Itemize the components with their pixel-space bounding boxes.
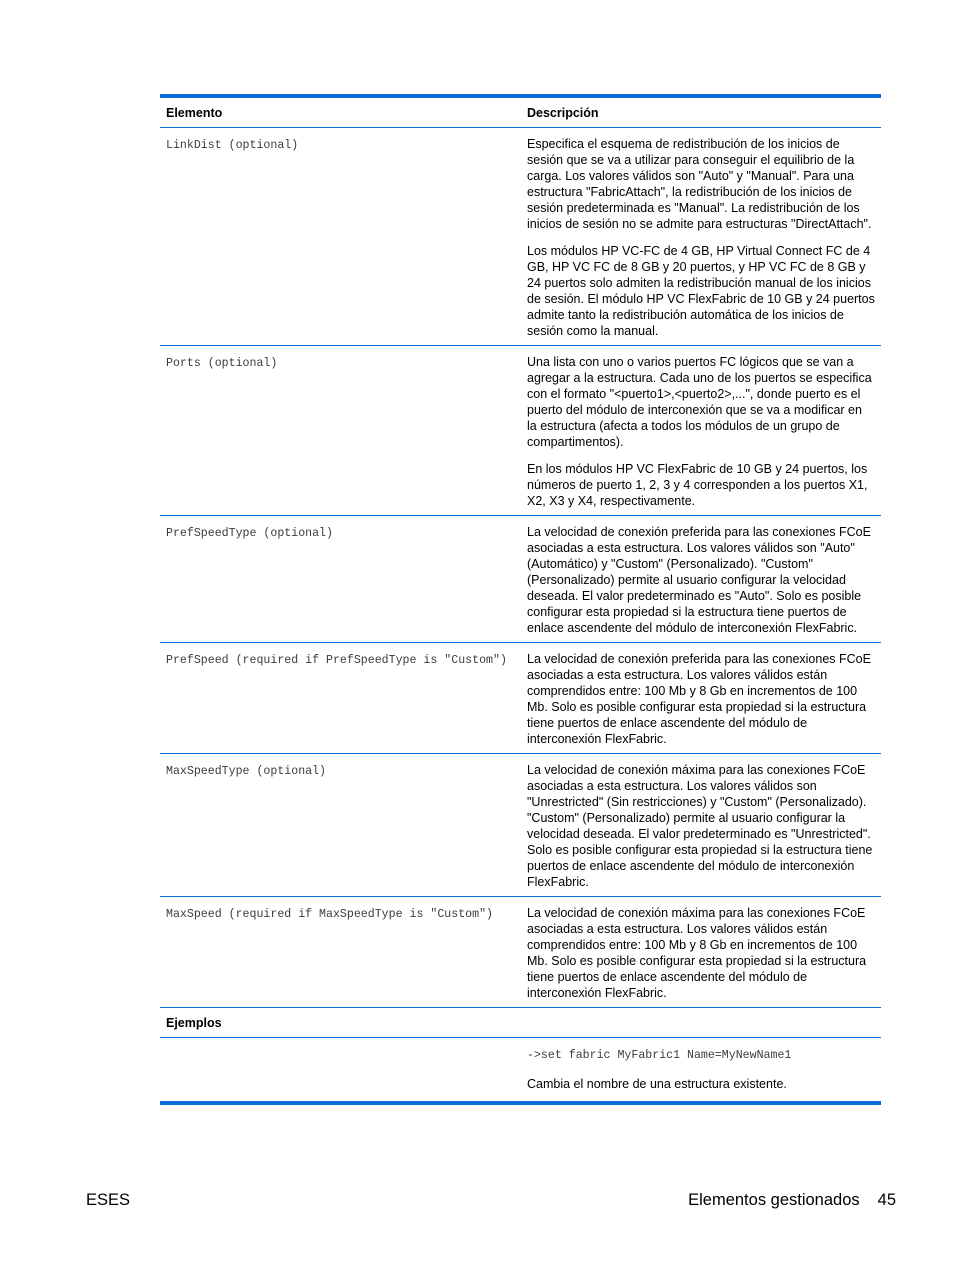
example-command: ->set fabric MyFabric1 Name=MyNewName1: [527, 1049, 792, 1062]
element-description: [521, 346, 881, 516]
description-paragraph: La velocidad de conexión preferida para las conexiones FCoE asociadas a esta estructura. Los valores válidos están comprendidos entre: 100 Mb y 8 Gb en incrementos de 100 Mb. Solo es posible configurar esta propiedad si la estructura tiene puertos de enlace ascendente del módulo de interconexión FlexFabric.: [527, 652, 871, 746]
element-name: Ports (optional): [160, 346, 521, 516]
header-descripcion: Descripción: [521, 96, 881, 128]
element-name: MaxSpeed (required if MaxSpeedType is "Custom"): [160, 897, 521, 1008]
table-row: [160, 128, 881, 346]
examples-heading: Ejemplos: [160, 1008, 521, 1038]
description-paragraph: La velocidad de conexión preferida para las conexiones FCoE asociadas a esta estructura. Los valores válidos son "Auto" (Automático) y "Custom" (Personalizado). "Custom" (Personalizado) permite al usuario configurar la velocidad deseada. El valor predeterminado es "Auto". Solo es posible configurar esta propiedad si la estructura tiene puertos de enlace ascendente del módulo de interconexión FlexFabric.: [527, 525, 871, 635]
table-header-row: [160, 96, 881, 128]
element-description: [521, 897, 881, 1008]
element-description: [521, 516, 881, 643]
table-row: [160, 897, 881, 1008]
element-description: [521, 643, 881, 754]
footer-section: [688, 1191, 896, 1210]
description-paragraph: En los módulos HP VC FlexFabric de 10 GB y 24 puertos, los números de puerto 1, 2, 3 y 4 corresponden a los puertos X1, X2, X3 y X4, respectivamente.: [527, 462, 868, 508]
element-name: LinkDist (optional): [160, 128, 521, 346]
description-paragraph: Especifica el esquema de redistribución de los inicios de sesión que se va a utilizar para conseguir el equilibrio de la carga. Los valores válidos son "Auto" y "Manual". Para una estructura "FabricAttach", la redistribución de los inicios de sesión predeterminada es "Manual". La redistribución de los inicios de sesión no se admite para estructuras "DirectAttach".: [527, 137, 872, 231]
description-paragraph: La velocidad de conexión máxima para las conexiones FCoE asociadas a esta estructura. Los valores válidos están comprendidos entre: 100 Mb y 8 Gb en incrementos de 100 Mb. Solo es posible configurar esta propiedad si la estructura tiene puertos de enlace ascendente del módulo de interconexión FlexFabric.: [527, 906, 867, 1000]
example-content: [521, 1038, 881, 1104]
table-row: [160, 346, 881, 516]
reference-table-container: [160, 94, 881, 1105]
example-row: [160, 1038, 881, 1104]
element-description: [521, 128, 881, 346]
element-name: PrefSpeedType (optional): [160, 516, 521, 643]
element-description: [521, 754, 881, 897]
examples-heading-empty-cell: [521, 1008, 881, 1038]
description-paragraph: Una lista con uno o varios puertos FC lógicos que se van a agregar a la estructura. Cada uno de los puertos se especifica con el formato "<puerto1>,<puerto2>,...", donde puerto es el puerto del módulo de interconexión que se va a modificar en la estructura (afecta a todos los módulos de un grupo de compartimentos).: [527, 355, 872, 449]
header-elemento: Elemento: [160, 96, 521, 128]
element-name: MaxSpeedType (optional): [160, 754, 521, 897]
table-row: [160, 516, 881, 643]
footer-section-title: Elementos gestionados: [688, 1191, 860, 1209]
page-number: 45: [877, 1191, 896, 1209]
table-row: [160, 643, 881, 754]
description-paragraph: La velocidad de conexión máxima para las conexiones FCoE asociadas a esta estructura. Los valores válidos son "Unrestricted" (Sin restricciones) y "Custom" (Personalizado). "Custom" (Personalizado) permite al usuario configurar la velocidad deseada. El valor predeterminado es "Unrestricted". Solo es posible configurar esta propiedad si la estructura tiene puertos de enlace ascendente del módulo de interconexión FlexFabric.: [527, 763, 873, 889]
example-description: Cambia el nombre de una estructura existente.: [527, 1077, 787, 1091]
properties-table: [160, 94, 881, 1105]
footer-locale: ESES: [86, 1191, 131, 1209]
example-empty-cell: [160, 1038, 521, 1104]
table-row: [160, 754, 881, 897]
element-name: PrefSpeed (required if PrefSpeedType is "Custom"): [160, 643, 521, 754]
examples-heading-row: [160, 1008, 881, 1038]
description-paragraph: Los módulos HP VC-FC de 4 GB, HP Virtual Connect FC de 4 GB, HP VC FC de 8 GB y 20 puertos, y HP VC FC de 8 GB y 24 puertos solo admiten la redistribución manual de los inicios de sesión. El módulo HP VC FlexFabric de 10 GB y 24 puertos admite tanto la redistribución automática de los inicios de sesión como la manual.: [527, 244, 875, 338]
